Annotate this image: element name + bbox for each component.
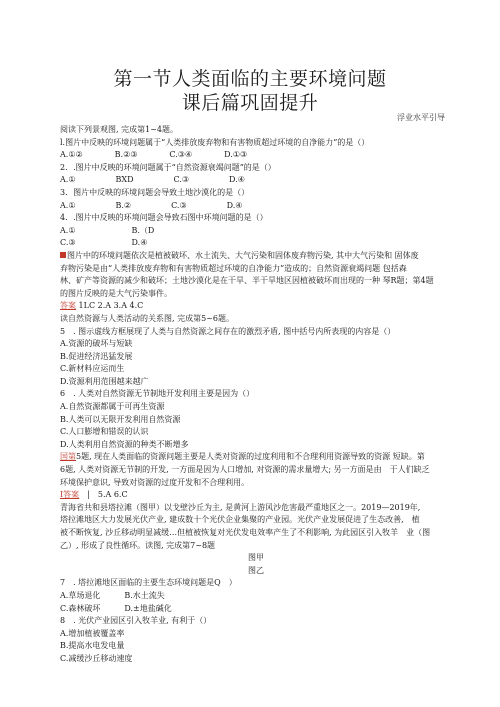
page-title: 第一节人类面临的主要环境问题 bbox=[113, 68, 387, 90]
worksheet-content bbox=[60, 124, 452, 666]
passage-7-8: 被不断恢复, 沙丘移动明显减缓…但植被恢复对光伏发电效率产生了不利影响, 为此园区引入牧羊 业（图 bbox=[60, 528, 431, 537]
question-4-options-cd: C.③ D.④ bbox=[60, 238, 148, 248]
figure-2-caption: 图乙 bbox=[248, 565, 264, 575]
question-3: 3．图片中反映的环境问题会导致土地沙漠化的是（） bbox=[60, 187, 250, 197]
figure-1-caption: 图甲 bbox=[248, 553, 264, 563]
question-6-option-d: D.人类利用自然资源的种类不断增多 bbox=[60, 439, 189, 449]
answer-1-4: 答案 1LC 2.A 3.A 4.C bbox=[60, 301, 144, 311]
explanation-1-line: 图片中的环境问题依次是植被破坏、水土流失、大气污染和固体废弃物污染, 其中大气污染和 固体废 bbox=[60, 250, 452, 263]
question-7: 7 . 塔拉滩地区面临的主要生态环境问题是Q ） bbox=[60, 578, 237, 588]
page-subtitle-title: 课后篇巩固提升 bbox=[181, 92, 319, 114]
question-6-option-a: A.自然资源都属于可再生资源 bbox=[60, 402, 165, 412]
question-5-option-b: B.促进经济迅猛发展 bbox=[60, 351, 133, 361]
explanation-1-line: 弃物污染是由“人类排放废弃物和有害物质超过环境的自净能力”造成的；自然资源衰竭问题 包括森 bbox=[60, 263, 407, 273]
passage-7-8: 乙）, 形成了良性循环。读图, 完成第7~8题 bbox=[60, 540, 216, 550]
answer-5-6: I答案 | 5.A 6.C bbox=[60, 490, 128, 500]
question-1-options: A.①② B.②③ C.③④ D.①③ bbox=[60, 150, 248, 160]
question-4-options-ab: A.① B.（D bbox=[60, 225, 155, 235]
intro-5-6: 读自然资源与人类活动的关系图, 完成第5~6题。 bbox=[60, 313, 234, 323]
explanation-marker-icon bbox=[60, 252, 66, 258]
question-5: 5 . 图示虚线方框展现了人类与自然资源之间存在的激烈矛盾, 图中括号内所表现的内容是（） bbox=[60, 326, 396, 336]
explanation-1-line: 林、矿产等资源的减少和破坏；土地沙漠化是在干旱、半干旱地区因植被破坏而出现的一种 琴R题；第4题 bbox=[60, 276, 434, 286]
question-8-option-b: B.提高水电发电量 bbox=[60, 641, 125, 651]
level-guide-label: 浮业水平引导 bbox=[397, 113, 445, 122]
explanation-2-line: 环境保护意识, 导致对资源的过度开发和不合理利用。 bbox=[60, 477, 250, 487]
question-5-option-c: C.新材料应运而生 bbox=[60, 364, 125, 374]
question-4: 4．.图片中反映的环境问题会导致石图中环境问题的是（） bbox=[60, 213, 268, 223]
question-8-option-a: A.增加植被覆盖率 bbox=[60, 628, 125, 638]
passage-7-8: 塔拉滩地区大力发展光伏产业, 建成数十个光伏企业集聚的产业园。光伏产业发展促进了生态改善, 植 bbox=[60, 515, 420, 525]
question-7-options-cd: C.森林破坏 D.±地盐碱化 bbox=[60, 603, 172, 613]
question-5-option-a: A.资源的破坏与短缺 bbox=[60, 339, 133, 349]
question-3-options: A.① B.② C.③ D.④ bbox=[60, 200, 243, 210]
question-8-option-c: C.减缓沙丘移动速度 bbox=[60, 653, 133, 663]
question-6-option-c: C.人口膨增和错误的认识 bbox=[60, 427, 149, 437]
question-6: 6 . 人类对自然资源无节制地开发利用主要是因为（） bbox=[60, 389, 255, 399]
answer-label: 答案 bbox=[60, 301, 76, 311]
explanation-2-line: 国第5题, 现在人类面临的资源问题主要是人类对资源的过度利用和不合理利用资源导致的资源 短缺。第 bbox=[60, 452, 425, 462]
passage-7-8: 青海省共和县塔拉滩（图甲）以戈壁沙丘为主, 是黄河上游风沙危害最严重地区之一。2019—2019年, bbox=[60, 502, 421, 512]
question-6-option-b: B.人类可以无限开发利用自然资源 bbox=[60, 414, 181, 424]
explanation-label: 国第 bbox=[60, 452, 76, 462]
question-8: 8 . 光伏产业园区引入牧羊业, 有利于（） bbox=[60, 616, 212, 626]
question-5-option-d: D.资源利用范围越来越广 bbox=[60, 376, 149, 386]
explanation-2-line: 6题, 人类对资源无节制的开发, 一方面是因为人口增加, 对资源的需求量增大; 另一方面是由 于人们缺乏 bbox=[60, 465, 430, 475]
intro-1-4: 阅读下列景观图, 完成第1~4题。 bbox=[60, 125, 178, 134]
explanation-1-line: 的图片反映的是大气污染事件。 bbox=[60, 288, 172, 298]
question-1: l.图片中反映的环境问题属于“人类排放废弃物和有害物质超过环境的自净能力”的是（） bbox=[60, 137, 370, 147]
question-7-options-ab: A.草场退化 B.水土流失 bbox=[60, 590, 165, 600]
question-2: 2．.图片中反映的环境问题属于“自然资源衰竭问题”的是（） bbox=[60, 162, 276, 172]
answer-label: I答案 bbox=[60, 490, 80, 500]
question-2-options: A.① BXD C.③ D.④ bbox=[60, 175, 245, 185]
